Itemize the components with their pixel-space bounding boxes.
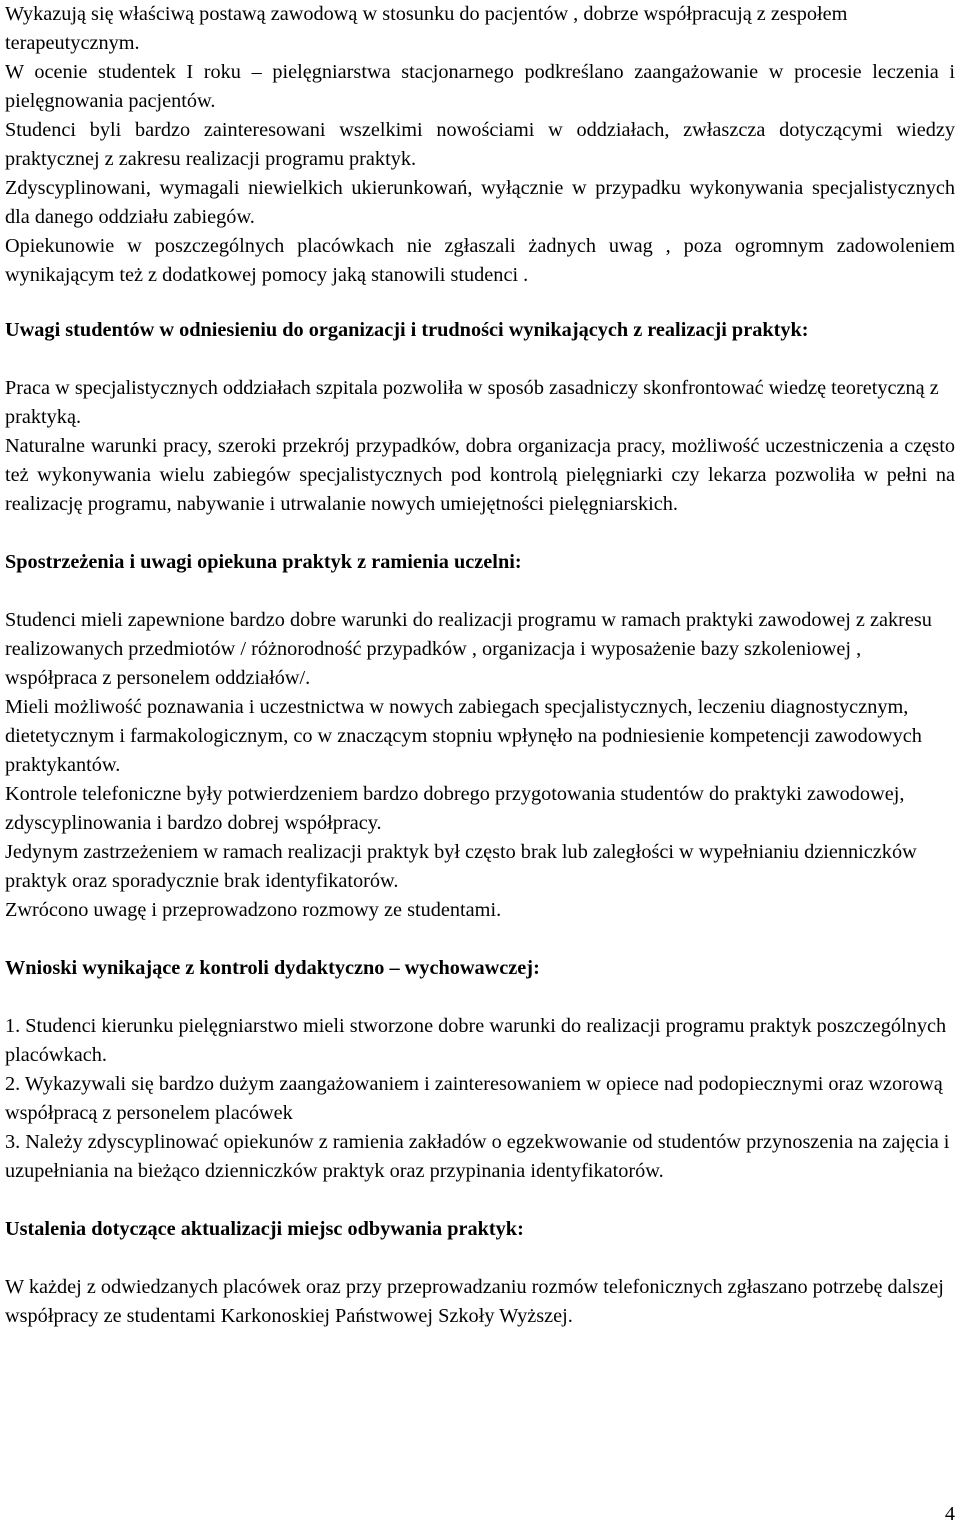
spacer	[5, 1186, 955, 1215]
supervisor-paragraph-3: Kontrole telefoniczne były potwierdzeniem bardzo dobrego przygotowania studentów do praktyki zawodowej, zdyscyplinowania i bardzo dobrej współpracy.	[5, 783, 905, 834]
page-number: 4	[944, 1503, 955, 1525]
section-heading-supervisor: Spostrzeżenia i uwagi opiekuna praktyk z ramienia uczelni:	[5, 551, 522, 573]
spacer	[5, 577, 955, 606]
spacer	[5, 983, 955, 1012]
conclusion-item-2: 2. Wykazywali się bardzo dużym zaangażowaniem i zainteresowaniem w opiece nad podopiecznymi oraz wzorową współpracą z personelem placówek	[5, 1073, 943, 1124]
students-paragraph-1: Praca w specjalistycznych oddziałach szpitala pozwoliła w sposób zasadniczy skonfrontować wiedzę teoretyczną z praktyką.	[5, 377, 939, 428]
locations-paragraph-1: W każdej z odwiedzanych placówek oraz przy przeprowadzaniu rozmów telefonicznych zgłaszano potrzebę dalszej współpracy ze studentami Karkonoskiej Państwowej Szkoły Wyższej.	[5, 1276, 944, 1327]
spacer	[5, 519, 955, 548]
supervisor-paragraph-2: Mieli możliwość poznawania i uczestnictwa w nowych zabiegach specjalistycznych, leczeniu diagnostycznym, dietetycznym i farmakologicznym, co w znaczącym stopniu wpłynęło na podniesienie kompetencji zawodowych praktykantów.	[5, 696, 922, 776]
supervisor-paragraph-5: Zwrócono uwagę i przeprowadzono rozmowy ze studentami.	[5, 899, 502, 921]
spacer	[5, 345, 955, 374]
intro-paragraph-2: W ocenie studentek I roku – pielęgniarstwa stacjonarnego podkreślano zaangażowanie w procesie leczenia i pielęgnowania pacjentów.	[5, 61, 955, 112]
intro-paragraph-3: Studenci byli bardzo zainteresowani wszelkimi nowościami w oddziałach, zwłaszcza dotyczącymi wiedzy praktycznej z zakresu realizacji programu praktyk.	[5, 119, 955, 170]
section-heading-locations: Ustalenia dotyczące aktualizacji miejsc odbywania praktyk:	[5, 1218, 524, 1240]
section-heading-students: Uwagi studentów w odniesieniu do organizacji i trudności wynikających z realizacji praktyk:	[5, 319, 809, 341]
supervisor-paragraph-1: Studenci mieli zapewnione bardzo dobre warunki do realizacji programu w ramach praktyki zawodowej z zakresu realizowanych przedmiotów / różnorodność przypadków , organizacja i wyposażenie bazy szkoleniowej , współpraca z personelem oddziałów/.	[5, 609, 932, 689]
spacer	[5, 1244, 955, 1273]
intro-paragraph-4: Zdyscyplinowani, wymagali niewielkich ukierunkowań, wyłącznie w przypadku wykonywania specjalistycznych dla danego oddziału zabiegów.	[5, 177, 955, 228]
supervisor-paragraph-4: Jedynym zastrzeżeniem w ramach realizacji praktyk był często brak lub zaległości w wypełnianiu dzienniczków praktyk oraz sporadycznie brak identyfikatorów.	[5, 841, 917, 892]
intro-paragraph-1: Wykazują się właściwą postawą zawodową w stosunku do pacjentów , dobrze współpracują z zespołem terapeutycznym.	[5, 3, 848, 54]
conclusion-item-3: 3. Należy zdyscyplinować opiekunów z ramienia zakładów o egzekwowanie od studentów przynoszenia na zajęcia i uzupełniania na bieżąco dzienniczków praktyk oraz przypinania identyfikatorów.	[5, 1131, 950, 1182]
document-page	[5, 0, 955, 1331]
conclusion-item-1: 1. Studenci kierunku pielęgniarstwo mieli stworzone dobre warunki do realizacji programu praktyk poszczególnych placówkach.	[5, 1015, 947, 1066]
students-paragraph-2: Naturalne warunki pracy, szeroki przekrój przypadków, dobra organizacja pracy, możliwość uczestniczenia a często też wykonywania wielu zabiegów specjalistycznych pod kontrolą pielęgniarki czy lekarza pozwoliła w pełni na realizację programu, nabywanie i utrwalanie nowych umiejętności pielęgniarskich.	[5, 435, 955, 515]
spacer	[5, 290, 955, 316]
intro-paragraph-5: Opiekunowie w poszczególnych placówkach nie zgłaszali żadnych uwag , poza ogromnym zadowoleniem wynikającym też z dodatkowej pomocy jaką stanowili studenci .	[5, 235, 955, 286]
section-heading-conclusions: Wnioski wynikające z kontroli dydaktyczno – wychowawczej:	[5, 957, 540, 979]
spacer	[5, 925, 955, 954]
